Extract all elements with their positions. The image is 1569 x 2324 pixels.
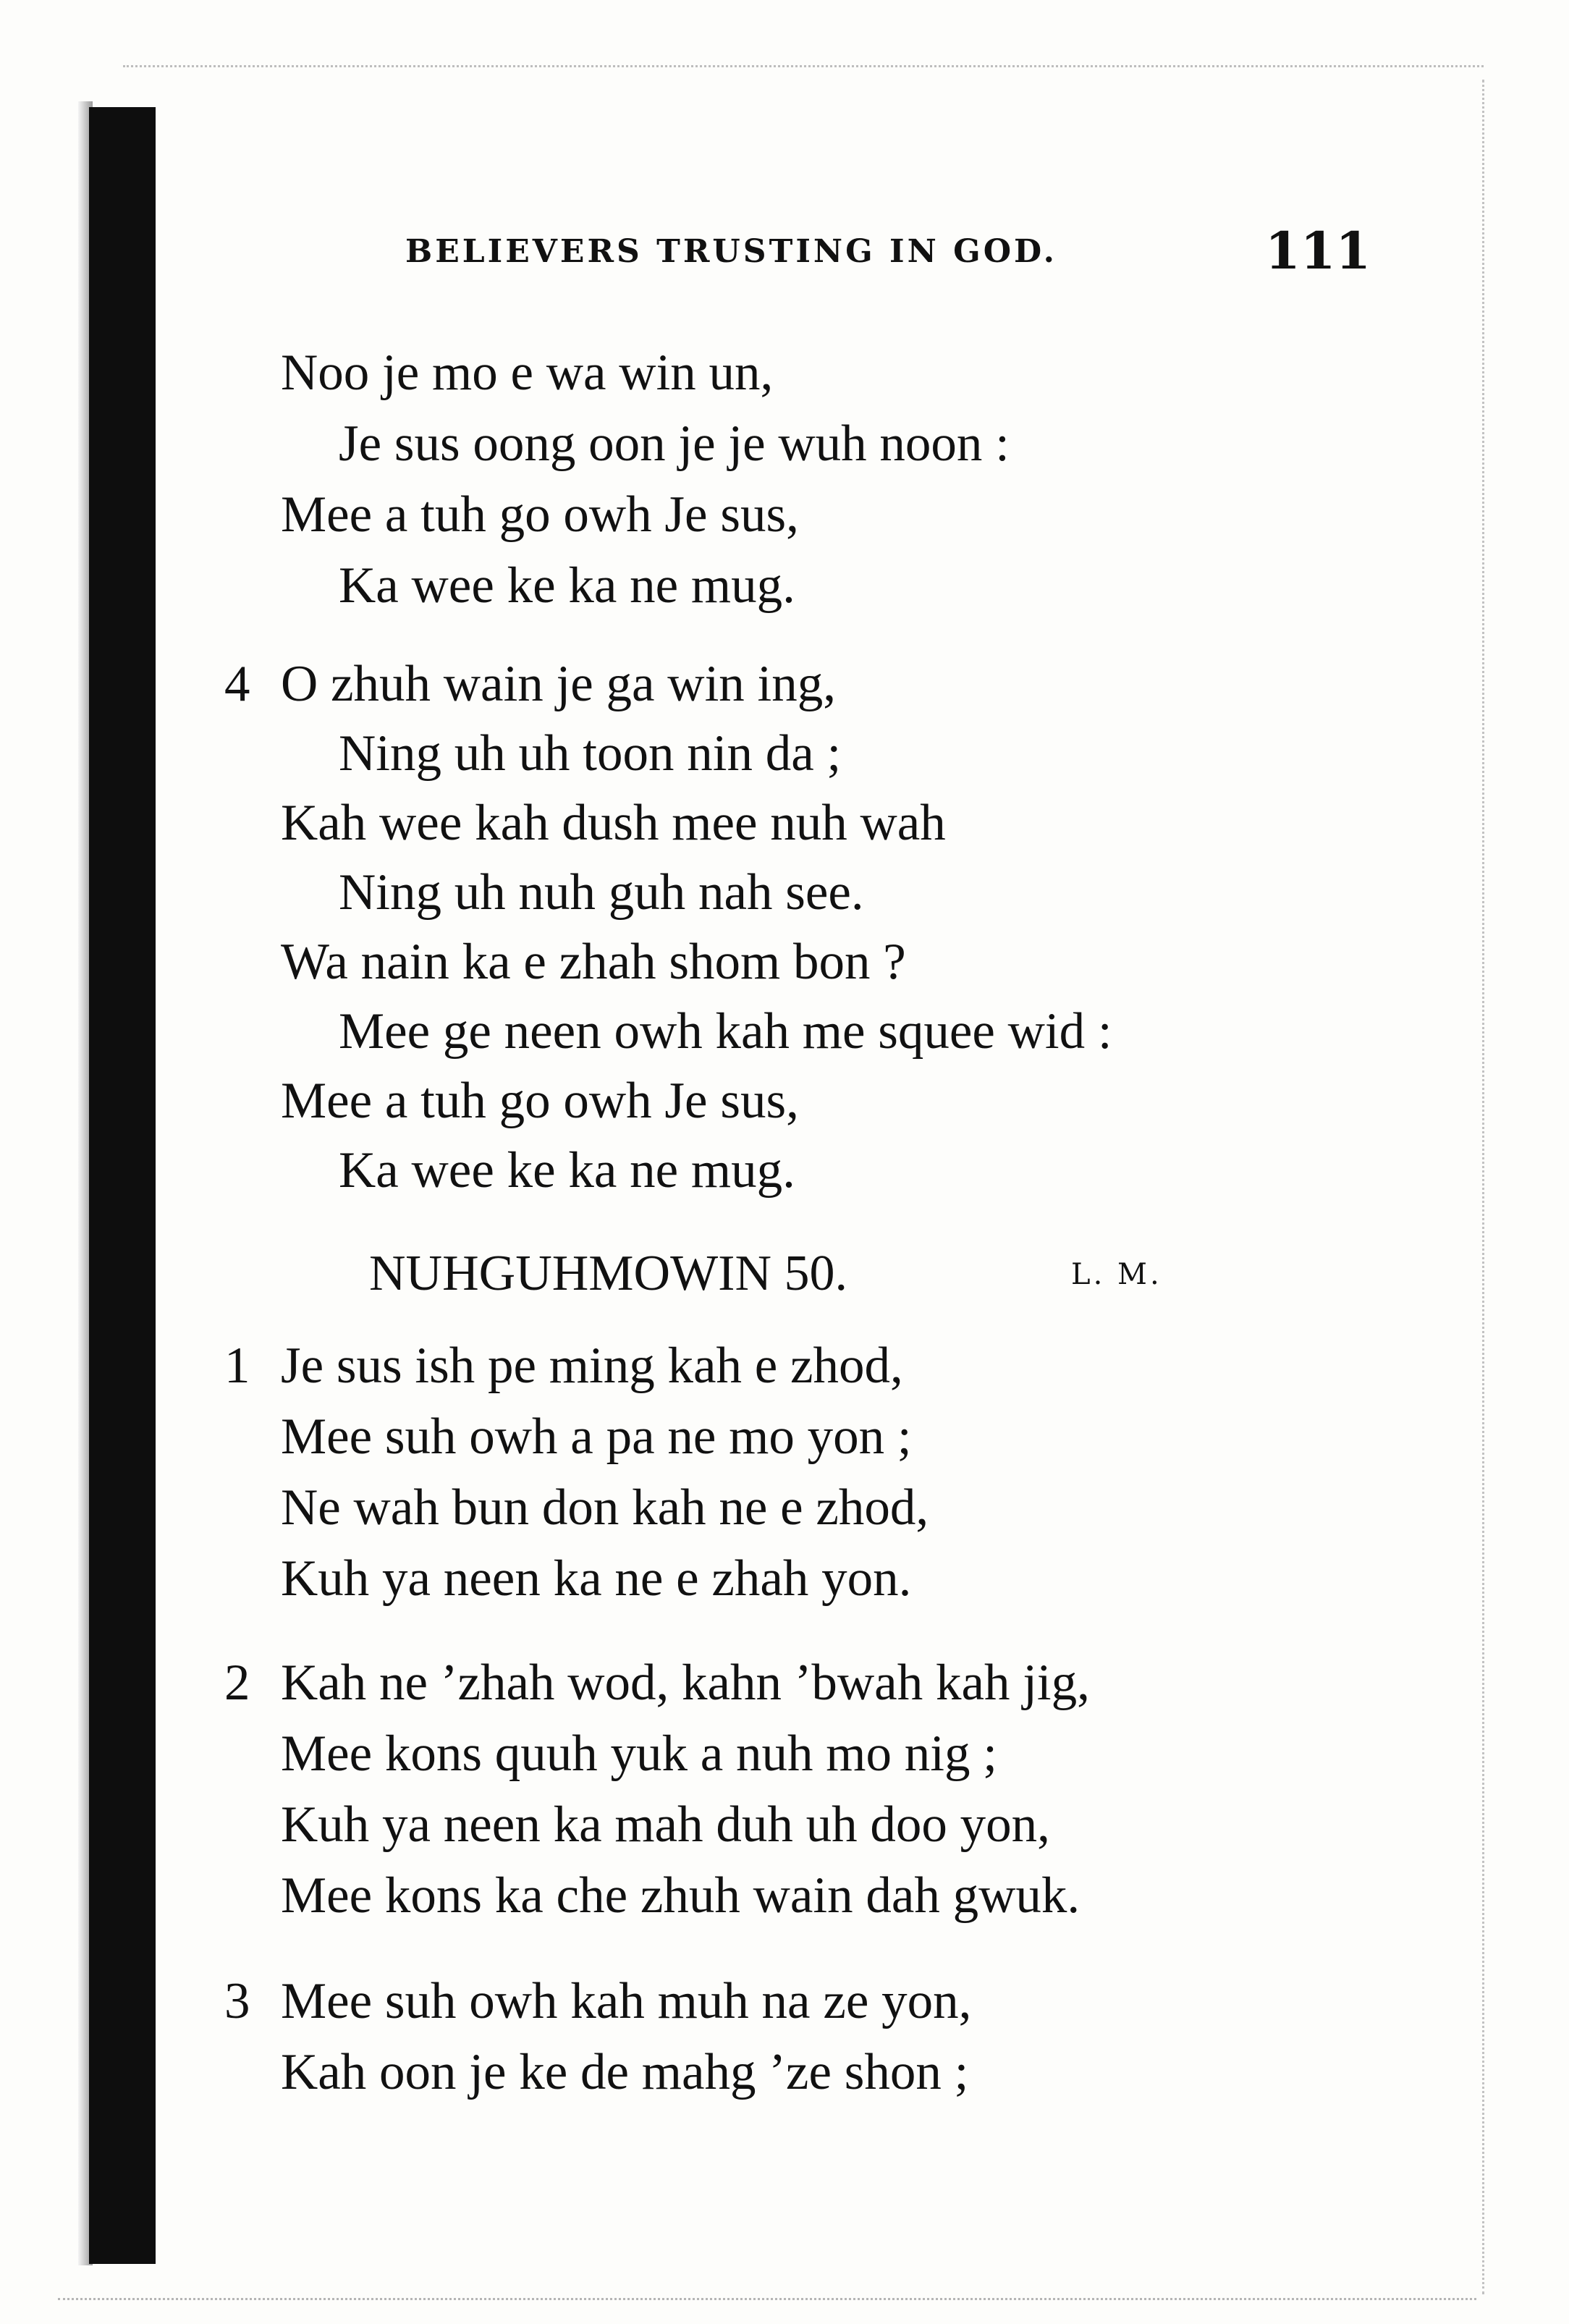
verse-line: Ka wee ke ka ne mug. <box>339 557 795 614</box>
page-number: 111 <box>1265 221 1371 281</box>
verse-line: Mee kons ka che zhuh wain dah gwuk. <box>281 1867 1080 1924</box>
page-edge-right <box>1482 80 1484 2294</box>
page-edge-bottom <box>58 2298 1476 2300</box>
running-title: BELIEVERS TRUSTING IN GOD. <box>405 233 1057 270</box>
verse-line: Kuh ya neen ka ne e zhah yon. <box>281 1550 912 1607</box>
hymn-title: NUHGUHMOWIN 50. <box>369 1246 848 1301</box>
verse-line: Mee a tuh go owh Je sus, <box>281 1073 799 1129</box>
verse-line: Mee suh owh kah muh na ze yon, <box>281 1973 972 2029</box>
verse-line: Noo je mo e wa win un, <box>281 345 774 401</box>
verse-line: Kuh ya neen ka mah duh uh doo yon, <box>281 1796 1050 1853</box>
verse-line: O zhuh wain je ga win ing, <box>281 656 837 712</box>
verse-line: Ning uh uh toon nin da ; <box>339 725 842 782</box>
verse-line: Kah wee kah dush mee nuh wah <box>281 795 946 851</box>
hymn-meter: L. M. <box>1071 1258 1162 1291</box>
verse-line: Je sus ish pe ming kah e zhod, <box>281 1338 903 1394</box>
verse-line: Kah ne ’zhah wod, kahn ’bwah kah jig, <box>281 1655 1090 1711</box>
binding-gutter <box>89 107 156 2264</box>
verse-line: Kah oon je ke de mahg ’ze shon ; <box>281 2044 969 2100</box>
verse-line: Ning uh nuh guh nah see. <box>339 864 864 921</box>
verse-number: 2 <box>224 1655 250 1711</box>
verse-number: 1 <box>224 1338 250 1394</box>
verse-line: Je sus oong oon je je wuh noon : <box>339 415 1010 472</box>
verse-number: 4 <box>224 656 250 712</box>
verse-line: Mee a tuh go owh Je sus, <box>281 486 799 543</box>
verse-line: Ka wee ke ka ne mug. <box>339 1142 795 1199</box>
verse-line: Ne wah bun don kah ne e zhod, <box>281 1479 929 1536</box>
verse-number: 3 <box>224 1973 250 2029</box>
verse-line: Mee ge neen owh kah me squee wid : <box>339 1003 1112 1060</box>
verse-line: Wa nain ka e zhah shom bon ? <box>281 934 906 990</box>
verse-line: Mee suh owh a pa ne mo yon ; <box>281 1408 912 1465</box>
verse-line: Mee kons quuh yuk a nuh mo nig ; <box>281 1725 997 1782</box>
page-edge-top <box>123 65 1484 67</box>
